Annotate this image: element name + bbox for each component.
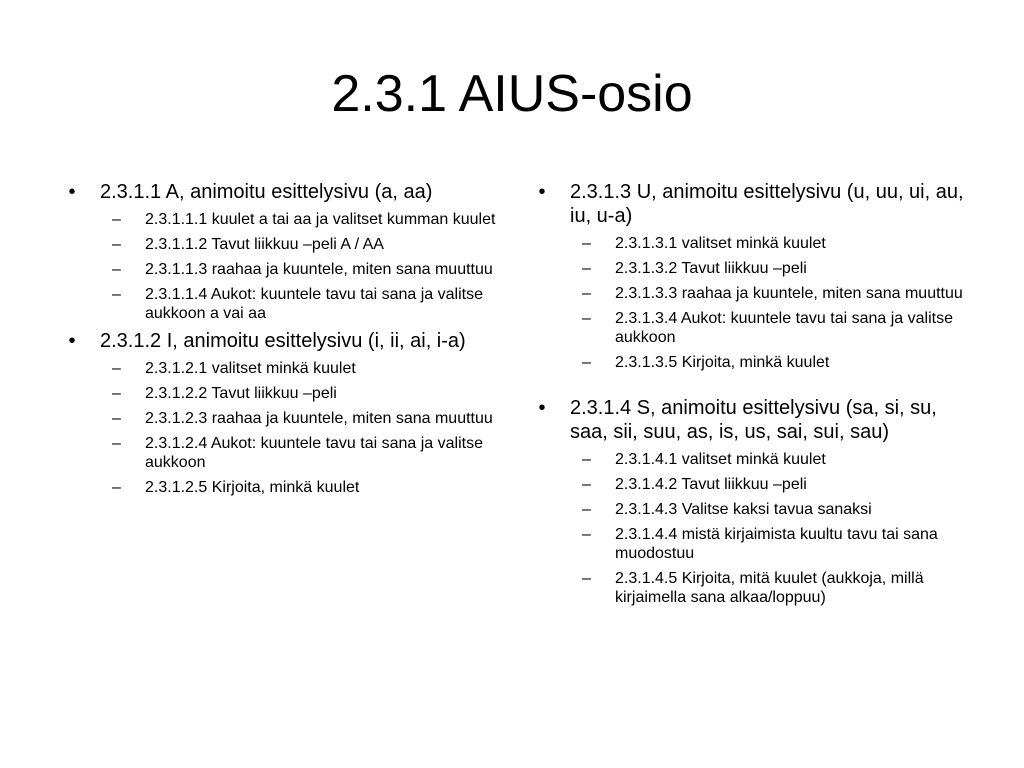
dash-icon: – — [582, 526, 591, 543]
dash-icon: – — [582, 501, 591, 518]
bullet-icon: • — [538, 397, 546, 419]
dash-icon: – — [582, 235, 591, 252]
list-item: – 2.3.1.1.3 raahaa ja kuuntele, miten sana muuttuu — [112, 261, 493, 278]
list-item: – 2.3.1.2.3 raahaa ja kuuntele, miten sana muuttuu — [112, 410, 493, 427]
list-item: – 2.3.1.3.1 valitset minkä kuulet — [582, 235, 826, 252]
list-item: – 2.3.1.4.3 Valitse kaksi tavua sanaksi — [582, 501, 872, 518]
list-item: – 2.3.1.2.5 Kirjoita, minkä kuulet — [112, 479, 360, 496]
list-item: – 2.3.1.4.5 Kirjoita, mitä kuulet (aukkoja, millä kirjaimella sana alkaa/loppuu) — [582, 570, 924, 606]
list-item: – 2.3.1.2.1 valitset minkä kuulet — [112, 360, 356, 377]
dash-icon: – — [112, 479, 121, 496]
topic-label: 2.3.1.4 S, animoitu esittelysivu (sa, si, su, saa, sii, suu, as, is, us, sai, sui, sau) — [570, 397, 937, 443]
dash-icon: – — [112, 236, 121, 253]
dash-icon: – — [112, 261, 121, 278]
list-item: – 2.3.1.4.4 mistä kirjaimista kuultu tavu tai sana muodostuu — [582, 526, 938, 562]
topic-a-items — [62, 210, 502, 323]
topic-s-items — [532, 450, 972, 607]
slide-title: 2.3.1 AIUS-osio — [331, 65, 693, 123]
list-item: – 2.3.1.3.3 raahaa ja kuuntele, miten sana muuttuu — [582, 285, 963, 302]
list-item: – 2.3.1.1.1 kuulet a tai aa ja valitset kumman kuulet — [112, 211, 496, 228]
dash-icon: – — [582, 285, 591, 302]
dash-icon: – — [582, 310, 591, 327]
dash-icon: – — [112, 410, 121, 427]
dash-icon: – — [112, 360, 121, 377]
topic-u-items — [532, 234, 972, 372]
topic-i — [62, 329, 502, 353]
topic-s — [532, 396, 972, 444]
right-column — [532, 180, 972, 613]
left-column — [62, 180, 502, 503]
bullet-icon: • — [538, 181, 546, 203]
topic-u — [532, 180, 972, 228]
list-item: – 2.3.1.1.2 Tavut liikkuu –peli A / AA — [112, 236, 384, 253]
bullet-icon: • — [68, 330, 76, 352]
topic-i-items — [62, 359, 502, 497]
dash-icon: – — [582, 476, 591, 493]
dash-icon: – — [582, 354, 591, 371]
dash-icon: – — [112, 211, 121, 228]
bullet-icon: • — [68, 181, 76, 203]
topic-label: 2.3.1.1 A, animoitu esittelysivu (a, aa) — [100, 181, 433, 203]
topic-label: 2.3.1.2 I, animoitu esittelysivu (i, ii, ai, i-a) — [100, 330, 466, 352]
list-item: – 2.3.1.3.4 Aukot: kuuntele tavu tai sana ja valitse aukkoon — [582, 310, 953, 346]
topic-label: 2.3.1.3 U, animoitu esittelysivu (u, uu, ui, au, iu, u-a) — [570, 181, 964, 227]
list-item: – 2.3.1.3.2 Tavut liikkuu –peli — [582, 260, 807, 277]
list-item: – 2.3.1.4.2 Tavut liikkuu –peli — [582, 476, 807, 493]
list-item: – 2.3.1.4.1 valitset minkä kuulet — [582, 451, 826, 468]
list-item: – 2.3.1.2.4 Aukot: kuuntele tavu tai sana ja valitse aukkoon — [112, 435, 483, 471]
dash-icon: – — [582, 570, 591, 587]
dash-icon: – — [112, 385, 121, 402]
topic-a — [62, 180, 502, 204]
dash-icon: – — [112, 286, 121, 303]
dash-icon: – — [582, 260, 591, 277]
list-item: – 2.3.1.2.2 Tavut liikkuu –peli — [112, 385, 337, 402]
dash-icon: – — [112, 435, 121, 452]
list-item: – 2.3.1.3.5 Kirjoita, minkä kuulet — [582, 354, 830, 371]
list-item: – 2.3.1.1.4 Aukot: kuuntele tavu tai sana ja valitse aukkoon a vai aa — [112, 286, 483, 322]
dash-icon: – — [582, 451, 591, 468]
